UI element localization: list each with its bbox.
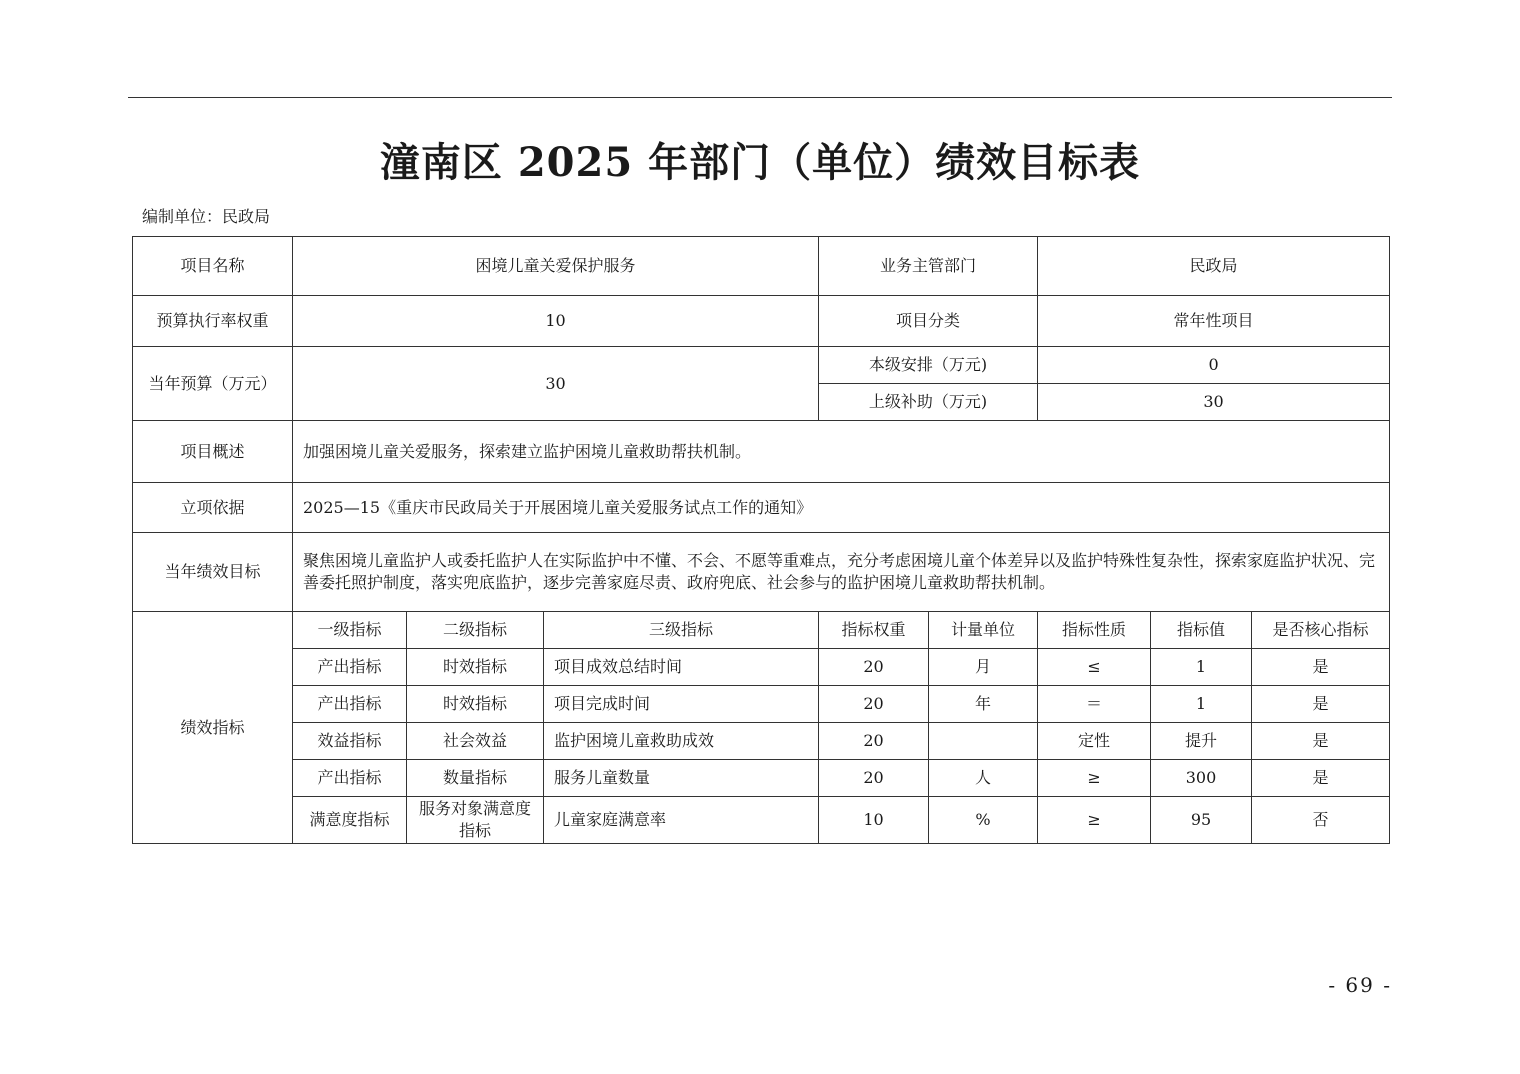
weight-cell: 20	[819, 760, 929, 797]
header-value: 指标值	[1151, 612, 1252, 649]
level1-cell: 产出指标	[293, 686, 407, 723]
weight-cell: 20	[819, 723, 929, 760]
local-budget-value: 0	[1038, 347, 1390, 384]
level3-cell: 儿童家庭满意率	[544, 797, 819, 844]
header-level1: 一级指标	[293, 612, 407, 649]
unit-cell: 人	[929, 760, 1038, 797]
level1-cell: 产出指标	[293, 760, 407, 797]
weight-cell: 10	[819, 797, 929, 844]
unit-cell: 月	[929, 649, 1038, 686]
level2-cell: 社会效益	[407, 723, 544, 760]
level3-cell: 监护困境儿童救助成效	[544, 723, 819, 760]
budget-label: 当年预算（万元）	[133, 347, 293, 421]
indicators-label: 绩效指标	[133, 612, 293, 844]
table-row	[133, 723, 1390, 760]
level3-cell: 服务儿童数量	[544, 760, 819, 797]
goal-value: 聚焦困境儿童监护人或委托监护人在实际监护中不懂、不会、不愿等重难点，充分考虑困境儿童个体差异以及监护特殊性复杂性，探索家庭监护状况、完善委托照护制度，落实兜底监护，逐步完善家庭尽责、政府兜底、社会参与的监护困境儿童救助帮扶机制。	[293, 533, 1390, 612]
value-cell: 1	[1151, 686, 1252, 723]
basis-label: 立项依据	[133, 483, 293, 533]
table-row	[133, 649, 1390, 686]
weight-label: 预算执行率权重	[133, 296, 293, 347]
level2-cell: 数量指标	[407, 760, 544, 797]
upper-subsidy-label: 上级补助（万元)	[819, 384, 1038, 421]
budget-value: 30	[293, 347, 819, 421]
upper-subsidy-value: 30	[1038, 384, 1390, 421]
category-label: 项目分类	[819, 296, 1038, 347]
level2-cell: 服务对象满意度指标	[407, 797, 544, 844]
top-rule	[128, 97, 1392, 98]
indicator-header-row	[133, 612, 1390, 649]
value-cell: 300	[1151, 760, 1252, 797]
level1-cell: 效益指标	[293, 723, 407, 760]
header-level2: 二级指标	[407, 612, 544, 649]
level3-cell: 项目成效总结时间	[544, 649, 819, 686]
nature-cell: ≥	[1038, 760, 1151, 797]
category-value: 常年性项目	[1038, 296, 1390, 347]
table-row	[133, 760, 1390, 797]
core-cell: 是	[1252, 760, 1390, 797]
header-core: 是否核心指标	[1252, 612, 1390, 649]
nature-cell: ≥	[1038, 797, 1151, 844]
row-basis	[133, 483, 1390, 533]
core-cell: 是	[1252, 686, 1390, 723]
level1-cell: 满意度指标	[293, 797, 407, 844]
nature-cell: ≤	[1038, 649, 1151, 686]
unit-cell	[929, 723, 1038, 760]
page-number: - 69 -	[1328, 973, 1392, 997]
header-weight: 指标权重	[819, 612, 929, 649]
core-cell: 否	[1252, 797, 1390, 844]
row-budget-weight	[133, 296, 1390, 347]
level1-cell: 产出指标	[293, 649, 407, 686]
table-row	[133, 797, 1390, 844]
basis-value: 2025—15《重庆市民政局关于开展困境儿童关爱服务试点工作的通知》	[293, 483, 1390, 533]
page-title: 潼南区 2025 年部门（单位）绩效目标表	[379, 139, 1141, 186]
header-nature: 指标性质	[1038, 612, 1151, 649]
table-row	[133, 686, 1390, 723]
value-cell: 1	[1151, 649, 1252, 686]
performance-target-table	[132, 236, 1390, 844]
overview-label: 项目概述	[133, 421, 293, 483]
level2-cell: 时效指标	[407, 686, 544, 723]
level2-cell: 时效指标	[407, 649, 544, 686]
dept-label: 业务主管部门	[819, 237, 1038, 296]
core-cell: 是	[1252, 723, 1390, 760]
unit-cell: 年	[929, 686, 1038, 723]
row-budget-local	[133, 347, 1390, 384]
core-cell: 是	[1252, 649, 1390, 686]
row-overview	[133, 421, 1390, 483]
value-cell: 95	[1151, 797, 1252, 844]
overview-value: 加强困境儿童关爱服务，探索建立监护困境儿童救助帮扶机制。	[293, 421, 1390, 483]
level3-cell: 项目完成时间	[544, 686, 819, 723]
project-name-value: 困境儿童关爱保护服务	[293, 237, 819, 296]
goal-label: 当年绩效目标	[133, 533, 293, 612]
weight-cell: 20	[819, 686, 929, 723]
unit-cell: %	[929, 797, 1038, 844]
weight-cell: 20	[819, 649, 929, 686]
nature-cell: 定性	[1038, 723, 1151, 760]
row-project-name	[133, 237, 1390, 296]
weight-value: 10	[293, 296, 819, 347]
nature-cell: ＝	[1038, 686, 1151, 723]
project-name-label: 项目名称	[133, 237, 293, 296]
compiling-unit: 编制单位：民政局	[142, 207, 271, 226]
header-unit: 计量单位	[929, 612, 1038, 649]
dept-value: 民政局	[1038, 237, 1390, 296]
header-level3: 三级指标	[544, 612, 819, 649]
row-annual-goal	[133, 533, 1390, 612]
value-cell: 提升	[1151, 723, 1252, 760]
local-budget-label: 本级安排（万元)	[819, 347, 1038, 384]
